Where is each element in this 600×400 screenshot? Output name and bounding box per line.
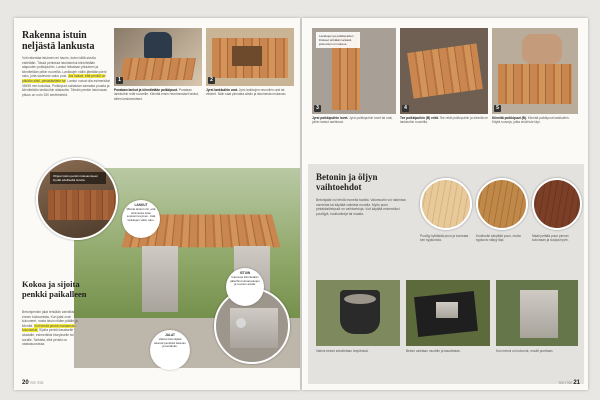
section-2-text: Betonipenkin jalat tehdään valmiiksi ennen kokoamista. Kun jalat ovat kuivuneet, nosta istuin niiden päälle ja kiinnitä.	[22, 310, 78, 328]
step-5-caption	[492, 116, 578, 125]
bottom-caption-1: Valmis betoni sekoitetaan ämpärissä.	[316, 349, 369, 353]
bottom-caption-3: Kun betoni on kuivunut, muotti puretaan.	[496, 349, 554, 353]
alternatives-text-2: Myös puun pintakäsittelyssä on vaihtoehtoja. Voit käyttää esimerkiksi puuöljyä, kuultovärejä tai maalia.	[316, 202, 400, 216]
section-2-text-block	[22, 310, 80, 347]
right-page	[302, 18, 588, 390]
bottom-photo-2	[406, 280, 490, 346]
right-footer	[558, 380, 580, 386]
bubble-istuin-title: ISTUIN	[239, 271, 251, 275]
detail-circle-caption: Ohjeet istuin-penkin kokoamiseen löydät edelliseltä sivulta.	[50, 172, 106, 184]
step-4-number: 4	[402, 105, 409, 112]
step-3-number: 3	[314, 105, 321, 112]
step-3-text: Jyrsi poikkipuihin lovet tai urat, joihin lankut asettuvat.	[312, 116, 393, 125]
left-page-number: 20	[22, 380, 29, 386]
section-2-text-2: Sijoita penkki tasaiselle alustalle, esimerkiksi kiveykselle tai soralle. Tarkista, että penkki on vaakasuorassa.	[22, 328, 74, 347]
step-2-title: Jyrsi lankkuihin urat.	[206, 88, 238, 92]
intro-highlight: Jos haluat, että penkki on pitkään siisti, pintakäsittele se.	[22, 74, 106, 83]
step-5-text: Kiinnitä poikkipuut lankkuihin. Käytä ruuveja, jotka eivät tule läpi.	[492, 116, 570, 125]
step-2-number: 2	[208, 77, 215, 84]
bottom-photo-3	[496, 280, 578, 346]
alternatives-title: Betonin ja öljyn vaihtoehdot	[316, 172, 378, 192]
alternatives-text-block	[316, 198, 412, 216]
step-4-caption	[400, 116, 488, 125]
intro-text-block	[22, 56, 110, 97]
step-5-title: Kiinnitä poikkipuut (B).	[492, 116, 527, 120]
step-3-caption	[312, 116, 396, 125]
step-1-number: 1	[116, 77, 123, 84]
intro-text: Voit rakentaa istuimen eri tavoin, kuten tällä sivulla esitetään. Tässä penkissä istuinlankut kiinnitetään alapuolen poikkipuihin. Lankut leikataan pituuteen ja kiinnitetään pitkin ruuveilla. Lankkujen väliin jätetään pieni rako, jotta sadevesi valuu pois.	[22, 56, 107, 79]
step-1-caption	[114, 88, 202, 101]
right-page-number: 21	[573, 380, 580, 386]
bottom-caption-2: Betoni valetaan muottiin ja tasoitetaan.	[406, 349, 461, 353]
step-1-text: Porataan lankkuihin reiät ruuveille. Kiinnitä ensin reunimmaiset lankut, sitten keskimmäiset.	[114, 88, 200, 101]
intro-text-2: Lankut voivat olla esimerkiksi 45x95 mm kokoisia. Poikkipuut sahataan samasta puusta ja kiinnitetään lankkuihin alakautta. Tämän penkin istuinosan pituus on noin 150 senttimetriä.	[22, 78, 110, 97]
bubble-lankut	[122, 200, 160, 238]
section-2-highlight: Voit tehdä penkin haluamasi kokoiseksi.	[22, 323, 76, 333]
bubble-jalat-text: Valetut betonijalat tekevät penkistä tukevan ja kestävän.	[154, 336, 186, 349]
section-2-title: Kokoa ja sijoita penkki paikalleen	[22, 279, 87, 299]
left-page	[14, 18, 300, 390]
bubble-jalat	[150, 330, 190, 370]
stain-finish-photo	[476, 178, 528, 230]
bottom-photo-1	[316, 280, 400, 346]
stain-finish-caption: Kuultoväri sävyttää puun, mutta syykuvio näkyy läpi.	[476, 234, 521, 243]
left-footer	[22, 380, 44, 386]
step-5-photo	[492, 28, 578, 114]
bubble-lankut-title: LANKUT	[134, 203, 148, 207]
step-4-photo	[400, 28, 488, 114]
detail-circle-photo	[36, 158, 118, 240]
left-page-title: Rakenna istuin neljästä lankusta	[22, 30, 95, 52]
step-2-photo	[206, 28, 294, 86]
step-5-number: 5	[494, 105, 501, 112]
left-footer-text: TEE ITSE	[29, 381, 44, 385]
bubble-istuin	[226, 268, 264, 306]
oil-finish-caption: Puuöljy kyllästää puun ja korostaa sen syykuviota.	[420, 234, 469, 243]
step-3-title: Jyrsi poikkipuihin lovet.	[312, 116, 349, 120]
step-2-caption	[206, 88, 294, 97]
step-4-text: Tee reiät poikkipuihin ja kiinnitä ne lankkuihin ruuveilla.	[400, 116, 488, 125]
oil-finish-photo	[420, 178, 472, 230]
bubble-jalat-title: JALAT	[164, 333, 176, 337]
bubble-lankut-text: Mitoita lankut niin, että istuimesta tulee sopivan levyinen. Jätä lankkujen väliin rako.	[126, 206, 156, 223]
step-1-title: Porataan lankut ja kiinnitetään poikkipuut.	[114, 88, 178, 92]
top-caption: Lankkujen ja poikkipuiden liitokset tehdään tarkasti, jotta istuin on tukeva.	[316, 32, 360, 48]
alternatives-text: Betonijalat voi tehdä monella tavalla. Valumuotin voi rakentaa vanerista tai käyttää valmista muottia.	[316, 198, 406, 207]
bubble-istuin-text: Istuinosa kiinnitetään jalkoihin kulmarautojen ja ruuvien avulla.	[230, 274, 260, 287]
step-3-photo	[312, 28, 396, 114]
paint-finish-photo	[532, 178, 582, 230]
step-4-title: Tee poikkipuihin (B) reiät.	[400, 116, 439, 120]
right-footer-text: TEE ITSE	[558, 381, 573, 385]
step-2-text: Jyrsi lankkujen reunoihin urat tai viisteet. Näin saat pinnasta siistin ja istuimesta mukavan.	[206, 88, 287, 97]
step-1-photo	[114, 28, 202, 86]
paint-finish-caption: Maali peittää puun pinnan kokonaan ja suojaa hyvin.	[532, 234, 569, 243]
